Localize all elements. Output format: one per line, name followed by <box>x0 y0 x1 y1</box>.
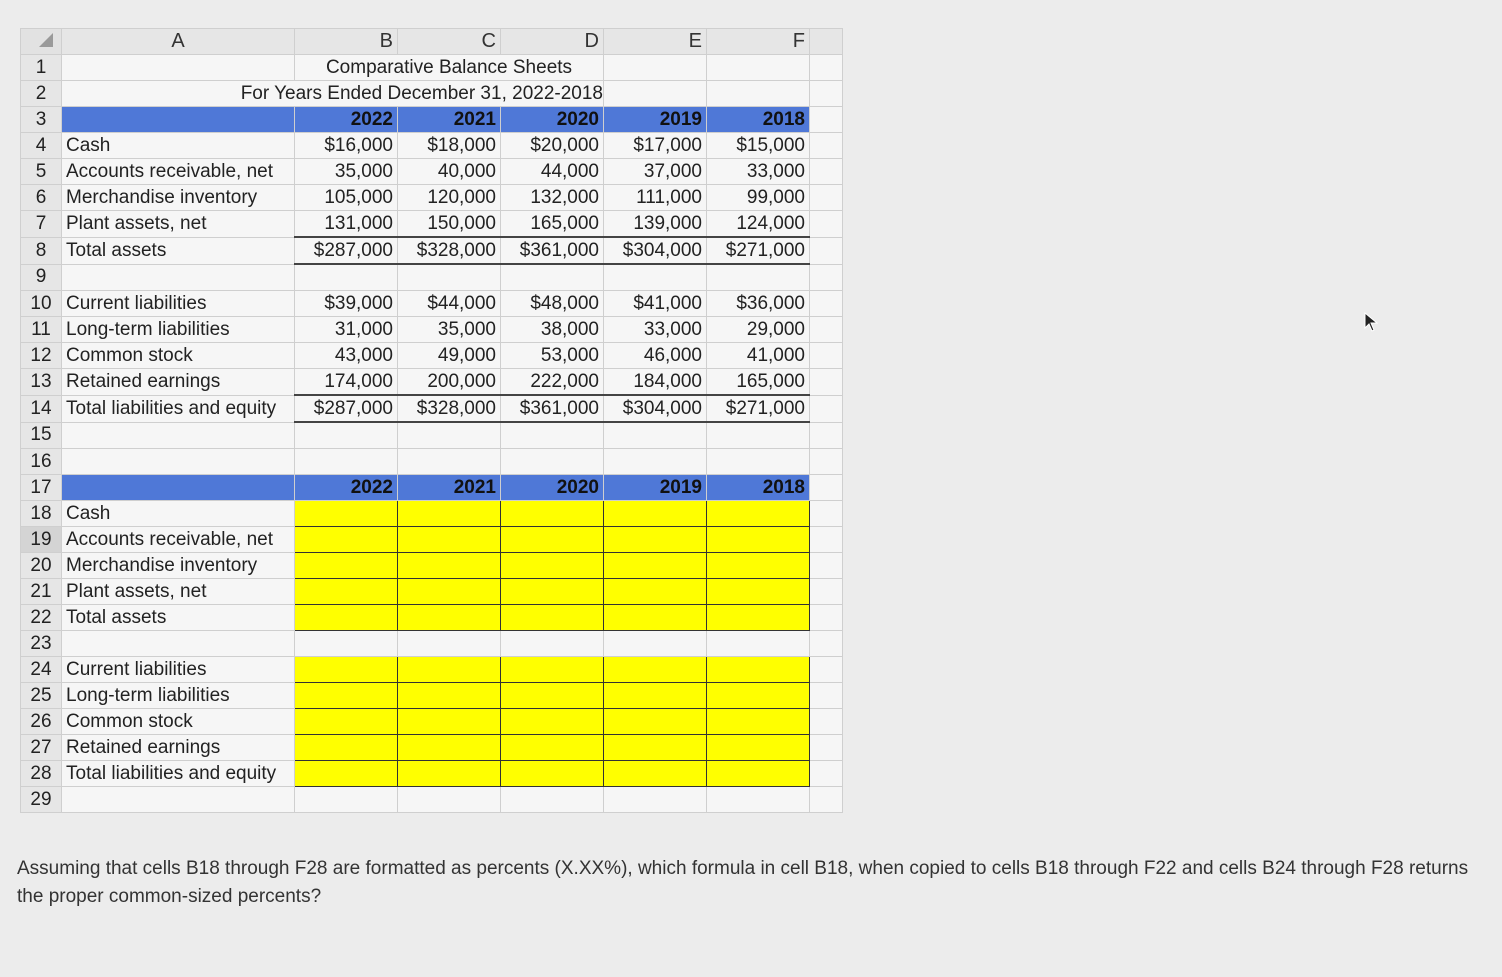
value-cell[interactable]: 139,000 <box>604 211 707 238</box>
table-row <box>21 527 843 553</box>
percent-input-cell[interactable] <box>398 657 501 683</box>
empty-cell <box>810 605 843 631</box>
value-cell[interactable]: 132,000 <box>501 185 604 211</box>
row-number[interactable]: 26 <box>21 709 62 735</box>
row-label[interactable]: Current liabilities <box>62 291 295 317</box>
percent-input-cell[interactable] <box>501 761 604 787</box>
year-header[interactable]: 2019 <box>604 107 707 133</box>
table-row <box>21 369 843 396</box>
empty-cell <box>810 735 843 761</box>
value-cell[interactable]: $36,000 <box>707 291 810 317</box>
table-row <box>21 553 843 579</box>
percent-input-cell[interactable] <box>398 501 501 527</box>
empty-cell[interactable] <box>604 449 707 475</box>
empty-cell[interactable] <box>62 422 295 449</box>
value-cell[interactable]: $361,000 <box>501 237 604 264</box>
row-label[interactable]: Merchandise inventory <box>62 185 295 211</box>
row-number[interactable]: 9 <box>21 264 62 291</box>
value-cell[interactable]: $328,000 <box>398 237 501 264</box>
value-cell[interactable]: 165,000 <box>707 369 810 396</box>
row-number[interactable]: 21 <box>21 579 62 605</box>
spreadsheet <box>20 28 843 813</box>
table-row <box>21 107 843 133</box>
value-cell[interactable]: 46,000 <box>604 343 707 369</box>
empty-cell[interactable] <box>62 264 295 291</box>
table-row <box>21 735 843 761</box>
table-row <box>21 211 843 238</box>
value-cell[interactable]: 35,000 <box>398 317 501 343</box>
select-all-icon[interactable] <box>21 29 62 55</box>
column-header-f[interactable]: F <box>707 29 810 55</box>
percent-input-cell[interactable] <box>501 501 604 527</box>
value-cell[interactable]: 31,000 <box>295 317 398 343</box>
table-row <box>21 237 843 264</box>
row-number[interactable]: 13 <box>21 369 62 396</box>
value-cell[interactable]: $41,000 <box>604 291 707 317</box>
row-label[interactable]: Common stock <box>62 343 295 369</box>
empty-cell <box>810 211 843 238</box>
row-label[interactable]: Total assets <box>62 237 295 264</box>
year-header[interactable]: 2019 <box>604 475 707 501</box>
table-row <box>21 761 843 787</box>
row-number[interactable]: 23 <box>21 631 62 657</box>
row-label[interactable]: Accounts receivable, net <box>62 159 295 185</box>
row-label[interactable]: Total liabilities and equity <box>62 395 295 422</box>
empty-cell[interactable] <box>604 422 707 449</box>
percent-input-cell[interactable] <box>295 553 398 579</box>
percent-input-cell[interactable] <box>398 527 501 553</box>
value-cell[interactable]: $18,000 <box>398 133 501 159</box>
row-number[interactable]: 11 <box>21 317 62 343</box>
row-label[interactable]: Current liabilities <box>62 657 295 683</box>
value-cell[interactable]: 111,000 <box>604 185 707 211</box>
empty-cell[interactable] <box>707 787 810 813</box>
empty-cell[interactable] <box>501 787 604 813</box>
row-number[interactable]: 4 <box>21 133 62 159</box>
row-number[interactable]: 1 <box>21 55 62 81</box>
percent-input-cell[interactable] <box>501 605 604 631</box>
value-cell[interactable]: $304,000 <box>604 237 707 264</box>
empty-cell <box>810 159 843 185</box>
value-cell[interactable]: 40,000 <box>398 159 501 185</box>
empty-cell[interactable] <box>398 264 501 291</box>
table-row <box>21 579 843 605</box>
value-cell[interactable]: 165,000 <box>501 211 604 238</box>
table-row <box>21 787 843 813</box>
year-header[interactable]: 2021 <box>398 475 501 501</box>
empty-cell <box>810 264 843 291</box>
row-label[interactable]: Cash <box>62 133 295 159</box>
percent-input-cell[interactable] <box>707 761 810 787</box>
column-header-e[interactable]: E <box>604 29 707 55</box>
table-row <box>21 605 843 631</box>
row-number[interactable]: 16 <box>21 449 62 475</box>
value-cell[interactable]: 29,000 <box>707 317 810 343</box>
row-label[interactable]: Retained earnings <box>62 369 295 396</box>
value-cell[interactable]: $44,000 <box>398 291 501 317</box>
table-row <box>21 422 843 449</box>
empty-cell <box>810 133 843 159</box>
empty-cell[interactable] <box>295 264 398 291</box>
empty-cell <box>810 683 843 709</box>
row-label[interactable]: Plant assets, net <box>62 211 295 238</box>
value-cell[interactable]: 35,000 <box>295 159 398 185</box>
row-number[interactable]: 20 <box>21 553 62 579</box>
table-row <box>21 709 843 735</box>
percent-input-cell[interactable] <box>501 683 604 709</box>
table-row <box>21 133 843 159</box>
table-row <box>21 631 843 657</box>
table-row <box>21 501 843 527</box>
value-cell[interactable]: 222,000 <box>501 369 604 396</box>
percent-input-cell[interactable] <box>501 553 604 579</box>
empty-cell[interactable] <box>62 787 295 813</box>
table-row <box>21 317 843 343</box>
value-cell[interactable]: $271,000 <box>707 395 810 422</box>
empty-cell <box>810 579 843 605</box>
value-cell[interactable]: 99,000 <box>707 185 810 211</box>
value-cell[interactable]: 37,000 <box>604 159 707 185</box>
empty-cell[interactable] <box>604 787 707 813</box>
empty-cell[interactable] <box>501 449 604 475</box>
percent-input-cell[interactable] <box>295 501 398 527</box>
empty-cell[interactable] <box>501 631 604 657</box>
row-label[interactable]: Long-term liabilities <box>62 317 295 343</box>
row-number[interactable]: 6 <box>21 185 62 211</box>
empty-cell[interactable] <box>501 422 604 449</box>
percent-input-cell[interactable] <box>501 709 604 735</box>
table-row <box>21 55 843 81</box>
value-cell[interactable]: $16,000 <box>295 133 398 159</box>
percent-input-cell[interactable] <box>604 527 707 553</box>
percent-input-cell[interactable] <box>604 553 707 579</box>
row-label[interactable]: Plant assets, net <box>62 579 295 605</box>
year-header[interactable]: 2018 <box>707 107 810 133</box>
row-label[interactable]: Long-term liabilities <box>62 683 295 709</box>
value-cell[interactable]: 150,000 <box>398 211 501 238</box>
row-number[interactable]: 29 <box>21 787 62 813</box>
column-header-row <box>21 29 843 55</box>
percent-input-cell[interactable] <box>398 579 501 605</box>
value-cell[interactable]: $361,000 <box>501 395 604 422</box>
year-header[interactable]: 2020 <box>501 475 604 501</box>
empty-cell <box>810 107 843 133</box>
table-row <box>21 291 843 317</box>
percent-input-cell[interactable] <box>707 527 810 553</box>
empty-cell[interactable] <box>62 449 295 475</box>
percent-input-cell[interactable] <box>707 735 810 761</box>
empty-cell[interactable] <box>604 264 707 291</box>
table-row <box>21 81 843 107</box>
percent-input-cell[interactable] <box>707 683 810 709</box>
percent-input-cell[interactable] <box>295 657 398 683</box>
empty-cell[interactable] <box>398 787 501 813</box>
header-band-cell <box>62 475 295 501</box>
percent-input-cell[interactable] <box>295 709 398 735</box>
row-number[interactable]: 5 <box>21 159 62 185</box>
empty-cell <box>810 449 843 475</box>
value-cell[interactable]: $271,000 <box>707 237 810 264</box>
empty-cell[interactable] <box>398 631 501 657</box>
percent-input-cell[interactable] <box>398 553 501 579</box>
value-cell[interactable]: 43,000 <box>295 343 398 369</box>
empty-cell <box>810 395 843 422</box>
empty-cell[interactable] <box>707 449 810 475</box>
value-cell[interactable]: $287,000 <box>295 395 398 422</box>
mouse-cursor-icon <box>1364 312 1378 332</box>
table-row <box>21 343 843 369</box>
value-cell[interactable]: 53,000 <box>501 343 604 369</box>
empty-cell <box>810 343 843 369</box>
row-label[interactable]: Total liabilities and equity <box>62 761 295 787</box>
empty-cell <box>810 185 843 211</box>
percent-input-cell[interactable] <box>707 501 810 527</box>
value-cell[interactable]: $15,000 <box>707 133 810 159</box>
value-cell[interactable]: 41,000 <box>707 343 810 369</box>
empty-cell <box>810 709 843 735</box>
year-header[interactable]: 2022 <box>295 475 398 501</box>
value-cell[interactable]: 131,000 <box>295 211 398 238</box>
value-cell[interactable]: $48,000 <box>501 291 604 317</box>
percent-input-cell[interactable] <box>501 579 604 605</box>
table-row <box>21 395 843 422</box>
value-cell[interactable]: 33,000 <box>707 159 810 185</box>
table-row <box>21 185 843 211</box>
empty-cell <box>810 501 843 527</box>
table-row <box>21 449 843 475</box>
row-number[interactable]: 22 <box>21 605 62 631</box>
percent-input-cell[interactable] <box>295 605 398 631</box>
percent-input-cell[interactable] <box>501 527 604 553</box>
table-row <box>21 657 843 683</box>
empty-cell <box>810 422 843 449</box>
column-header-blank[interactable] <box>810 29 843 55</box>
percent-input-cell[interactable] <box>604 657 707 683</box>
row-number[interactable]: 12 <box>21 343 62 369</box>
sheet-subtitle[interactable]: For Years Ended December 31, 2022-2018 <box>62 81 604 107</box>
percent-input-cell[interactable] <box>295 683 398 709</box>
row-number[interactable]: 28 <box>21 761 62 787</box>
percent-input-cell[interactable] <box>707 553 810 579</box>
row-number[interactable]: 8 <box>21 237 62 264</box>
row-number[interactable]: 3 <box>21 107 62 133</box>
percent-input-cell[interactable] <box>707 605 810 631</box>
empty-cell <box>810 761 843 787</box>
percent-input-cell[interactable] <box>295 735 398 761</box>
year-header[interactable]: 2020 <box>501 107 604 133</box>
empty-cell[interactable] <box>295 787 398 813</box>
value-cell[interactable]: $328,000 <box>398 395 501 422</box>
header-band-cell <box>62 107 295 133</box>
percent-input-cell[interactable] <box>604 735 707 761</box>
empty-cell[interactable] <box>707 264 810 291</box>
empty-cell <box>810 657 843 683</box>
value-cell[interactable]: 174,000 <box>295 369 398 396</box>
row-number[interactable]: 27 <box>21 735 62 761</box>
row-number[interactable]: 25 <box>21 683 62 709</box>
percent-input-cell[interactable] <box>604 501 707 527</box>
value-cell[interactable]: $304,000 <box>604 395 707 422</box>
row-number[interactable]: 19 <box>21 527 62 553</box>
year-header[interactable]: 2022 <box>295 107 398 133</box>
row-number[interactable]: 14 <box>21 395 62 422</box>
value-cell[interactable]: 49,000 <box>398 343 501 369</box>
percent-input-cell[interactable] <box>501 657 604 683</box>
empty-cell <box>810 317 843 343</box>
percent-input-cell[interactable] <box>604 709 707 735</box>
column-header-c[interactable]: C <box>398 29 501 55</box>
empty-cell[interactable] <box>501 264 604 291</box>
empty-cell <box>810 527 843 553</box>
row-number[interactable]: 24 <box>21 657 62 683</box>
empty-cell <box>810 631 843 657</box>
value-cell[interactable]: 184,000 <box>604 369 707 396</box>
value-cell[interactable]: $20,000 <box>501 133 604 159</box>
value-cell[interactable]: 105,000 <box>295 185 398 211</box>
row-number[interactable]: 7 <box>21 211 62 238</box>
percent-input-cell[interactable] <box>295 527 398 553</box>
value-cell[interactable]: $39,000 <box>295 291 398 317</box>
empty-cell[interactable] <box>295 422 398 449</box>
empty-cell <box>810 369 843 396</box>
row-number[interactable]: 2 <box>21 81 62 107</box>
row-label[interactable]: Accounts receivable, net <box>62 527 295 553</box>
question-text: Assuming that cells B18 through F28 are formatted as percents (X.XX%), which formula in cell B18, when copied to cells B18 through F22 and cells B24 through F28 returns the proper common-sized percents? <box>17 858 1469 907</box>
empty-cell <box>810 291 843 317</box>
sheet-title[interactable]: Comparative Balance Sheets <box>295 55 604 81</box>
empty-cell <box>810 475 843 501</box>
row-label[interactable]: Cash <box>62 501 295 527</box>
table-row <box>21 264 843 291</box>
column-header-b[interactable]: B <box>295 29 398 55</box>
empty-cell <box>810 237 843 264</box>
percent-input-cell[interactable] <box>398 605 501 631</box>
table-row <box>21 475 843 501</box>
percent-input-cell[interactable] <box>604 579 707 605</box>
empty-cell[interactable] <box>398 449 501 475</box>
row-number[interactable]: 15 <box>21 422 62 449</box>
column-header-a[interactable]: A <box>62 29 295 55</box>
percent-input-cell[interactable] <box>604 605 707 631</box>
value-cell[interactable]: 120,000 <box>398 185 501 211</box>
empty-cell[interactable] <box>398 422 501 449</box>
value-cell[interactable]: 44,000 <box>501 159 604 185</box>
row-number[interactable]: 10 <box>21 291 62 317</box>
empty-cell[interactable] <box>604 631 707 657</box>
percent-input-cell[interactable] <box>295 579 398 605</box>
empty-cell[interactable] <box>707 422 810 449</box>
percent-input-cell[interactable] <box>295 761 398 787</box>
value-cell[interactable]: 124,000 <box>707 211 810 238</box>
value-cell[interactable]: 200,000 <box>398 369 501 396</box>
percent-input-cell[interactable] <box>707 579 810 605</box>
empty-cell <box>810 553 843 579</box>
percent-input-cell[interactable] <box>604 761 707 787</box>
empty-cell <box>810 787 843 813</box>
table-row <box>21 683 843 709</box>
table-row <box>21 159 843 185</box>
percent-input-cell[interactable] <box>501 735 604 761</box>
value-cell[interactable]: 38,000 <box>501 317 604 343</box>
empty-cell[interactable] <box>62 631 295 657</box>
percent-input-cell[interactable] <box>398 735 501 761</box>
percent-input-cell[interactable] <box>707 709 810 735</box>
row-label[interactable]: Common stock <box>62 709 295 735</box>
year-header[interactable]: 2021 <box>398 107 501 133</box>
row-number[interactable]: 18 <box>21 501 62 527</box>
empty-cell[interactable] <box>707 631 810 657</box>
empty-cell <box>810 55 843 81</box>
percent-input-cell[interactable] <box>604 683 707 709</box>
empty-cell[interactable] <box>295 631 398 657</box>
year-header[interactable]: 2018 <box>707 475 810 501</box>
value-cell[interactable]: 33,000 <box>604 317 707 343</box>
empty-cell[interactable] <box>295 449 398 475</box>
empty-cell <box>810 81 843 107</box>
row-number[interactable]: 17 <box>21 475 62 501</box>
row-label[interactable]: Retained earnings <box>62 735 295 761</box>
row-label[interactable]: Merchandise inventory <box>62 553 295 579</box>
value-cell[interactable]: $287,000 <box>295 237 398 264</box>
row-label[interactable]: Total assets <box>62 605 295 631</box>
percent-input-cell[interactable] <box>398 709 501 735</box>
percent-input-cell[interactable] <box>398 761 501 787</box>
value-cell[interactable]: $17,000 <box>604 133 707 159</box>
percent-input-cell[interactable] <box>707 657 810 683</box>
percent-input-cell[interactable] <box>398 683 501 709</box>
column-header-d[interactable]: D <box>501 29 604 55</box>
